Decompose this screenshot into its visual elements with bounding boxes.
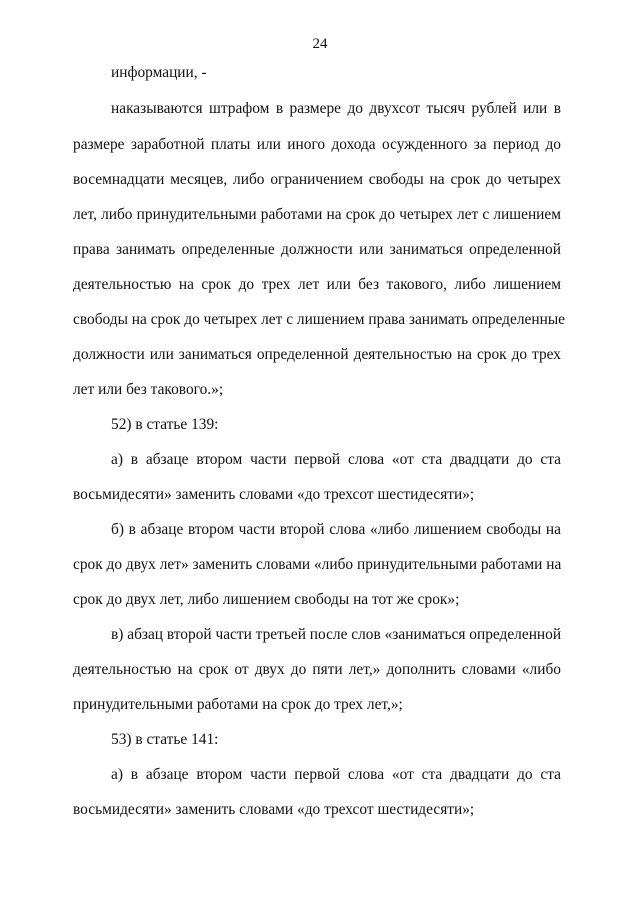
text-line: срок до двух лет, либо лишением свободы на тот же срок»; (73, 591, 460, 608)
text-line: права занимать определенные должности или заниматься определенной (73, 241, 561, 258)
text-line: размере заработной платы или иного дохода осужденного за период до (73, 136, 561, 153)
text-line: лет, либо принудительными работами на срок до четырех лет с лишением (73, 206, 561, 223)
text-line: деятельностью на срок до трех лет или без такового, либо лишением (73, 276, 561, 293)
item-heading: 53) в статье 141: (111, 731, 219, 748)
text-line: б) в абзаце втором части второй слова «либо лишением свободы на (111, 521, 561, 538)
text-line: а) в абзаце втором части первой слова «от ста двадцати до ста (111, 451, 561, 468)
text-line: восемнадцати месяцев, либо ограничением свободы на срок до четырех (73, 171, 561, 188)
page-number: 24 (312, 36, 328, 52)
text-line: свободы на срок до четырех лет с лишением права занимать определенные (73, 311, 566, 328)
text-line: должности или заниматься определенной деятельностью на срок до трех (73, 346, 561, 363)
text-line: информации, - (111, 64, 207, 81)
text-line: восьмидесяти» заменить словами «до трехсот шестидесяти»; (73, 801, 475, 818)
text-line: в) абзац второй части третьей после слов «заниматься определенной (111, 626, 562, 643)
text-line: наказываются штрафом в размере до двухсот тысяч рублей или в (111, 100, 561, 117)
text-line: восьмидесяти» заменить словами «до трехсот шестидесяти»; (73, 486, 475, 503)
text-line: принудительными работами на срок до трех лет,»; (73, 696, 403, 713)
item-heading: 52) в статье 139: (111, 416, 219, 433)
text-line: срок до двух лет» заменить словами «либо принудительными работами на (73, 556, 562, 573)
text-line: лет или без такового.»; (73, 381, 224, 398)
text-line: а) в абзаце втором части первой слова «от ста двадцати до ста (111, 766, 561, 783)
text-line: деятельностью на срок от двух до пяти лет,» дополнить словами «либо (73, 661, 561, 678)
